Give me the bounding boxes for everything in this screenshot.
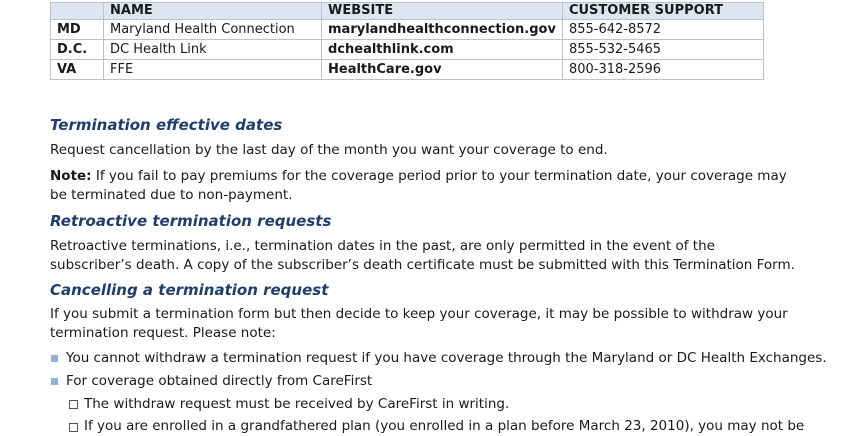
retro-heading: Retroactive termination requests (50, 212, 332, 230)
cancel-paragraph: If you submit a termination form but then decide to keep your coverage, it may be possible to withdraw your termination request. Please note: (50, 306, 788, 341)
checkbox-square-icon (69, 400, 78, 409)
termination-note (50, 167, 800, 205)
bullet-square-icon (51, 378, 58, 385)
cell-state: D.C. (51, 40, 104, 60)
cell-state: MD (51, 20, 104, 40)
cell-support-phone: 800-318-2596 (562, 60, 763, 80)
table-row (51, 40, 764, 60)
cancel-heading: Cancelling a termination request (50, 281, 329, 299)
header-state (51, 3, 104, 20)
table-row (51, 20, 764, 40)
cell-website-link[interactable]: marylandhealthconnection.gov (322, 20, 563, 40)
cell-website-link[interactable]: dchealthlink.com (322, 40, 563, 60)
bullet-square-icon (51, 355, 58, 362)
termination-heading: Termination effective dates (50, 116, 283, 134)
table-header-row (51, 3, 764, 20)
exchange-table (50, 2, 764, 80)
header-support: CUSTOMER SUPPORT (562, 3, 763, 20)
termination-paragraph: Request cancellation by the last day of the month you want your coverage to end. (50, 142, 608, 158)
header-name: NAME (104, 3, 322, 20)
header-website: WEBSITE (322, 3, 563, 20)
table-row (51, 60, 764, 80)
cell-state: VA (51, 60, 104, 80)
bullet-item: You cannot withdraw a termination request if you have coverage through the Maryland or DC Health Exchanges. (66, 350, 827, 366)
cell-support-phone: 855-642-8572 (562, 20, 763, 40)
sub-bullet-item: If you are enrolled in a grandfathered plan (you enrolled in a plan before March 23, 2010), you may not be (84, 418, 805, 434)
note-label: Note: (50, 168, 92, 184)
sub-bullet-item: The withdraw request must be received by CareFirst in writing. (84, 396, 510, 412)
cell-name: DC Health Link (104, 40, 322, 60)
retro-paragraph: Retroactive terminations, i.e., termination dates in the past, are only permitted in the event of the subscriber’s death. A copy of the subscriber’s death certificate must be submitted with this Termination Form. (50, 238, 795, 273)
bullet-item: For coverage obtained directly from CareFirst (66, 373, 373, 389)
cell-name: FFE (104, 60, 322, 80)
cell-support-phone: 855-532-5465 (562, 40, 763, 60)
cell-website-link[interactable]: HealthCare.gov (322, 60, 563, 80)
cell-name: Maryland Health Connection (104, 20, 322, 40)
note-text: If you fail to pay premiums for the coverage period prior to your termination date, your coverage may be terminated due to non-payment. (50, 168, 787, 203)
